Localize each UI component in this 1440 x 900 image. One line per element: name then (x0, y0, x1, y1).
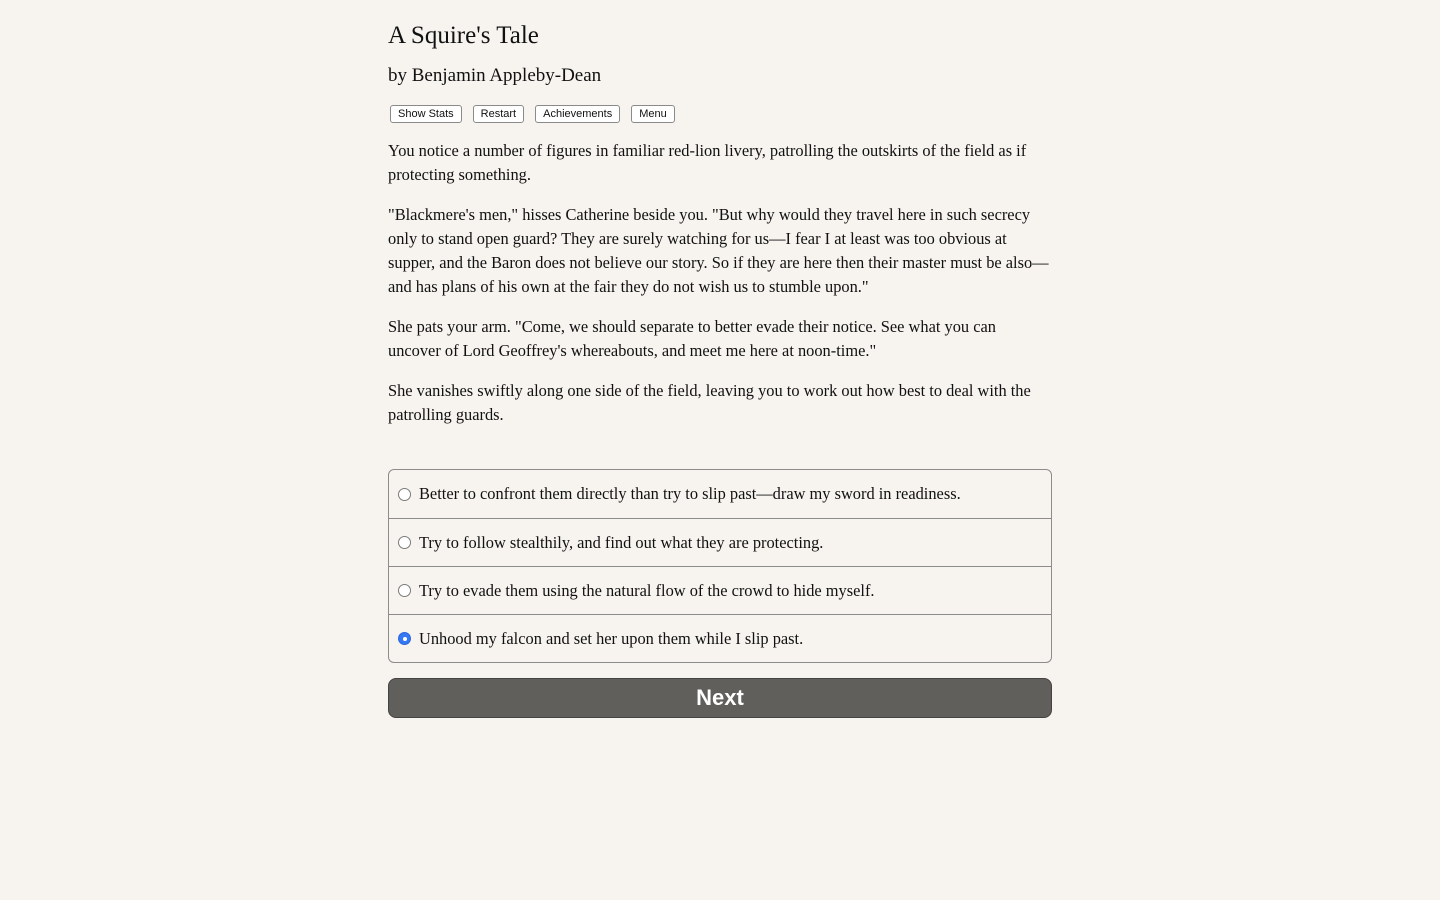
radio-button[interactable] (398, 632, 411, 645)
story-paragraph: You notice a number of figures in familiar red-lion livery, patrolling the outskirts of the field as if protecting something. (388, 141, 1027, 184)
author-byline: by Benjamin Appleby-Dean (388, 65, 602, 86)
toolbar (390, 105, 686, 123)
choice-label[interactable]: Unhood my falcon and set her upon them while I slip past. (419, 628, 804, 648)
story-paragraph: She pats your arm. "Come, we should separate to better evade their notice. See what you can uncover of Lord Geoffrey's whereabouts, and meet me here at noon-time." (388, 317, 996, 360)
menu-button[interactable]: Menu (631, 105, 675, 123)
story-text (388, 139, 1052, 443)
choice-label[interactable]: Try to evade them using the natural flow of the crowd to hide myself. (419, 580, 875, 600)
choice-label[interactable]: Try to follow stealthily, and find out what they are protecting. (419, 532, 824, 552)
achievements-button[interactable]: Achievements (535, 105, 620, 123)
game-title: A Squire's Tale (388, 22, 539, 49)
choice-label[interactable]: Better to confront them directly than try to slip past—draw my sword in readiness. (419, 484, 961, 503)
restart-button[interactable]: Restart (473, 105, 524, 123)
choice-option[interactable] (389, 470, 1051, 518)
story-paragraph: "Blackmere's men," hisses Catherine beside you. "But why would they travel here in such secrecy only to stand open guard? They are surely watching for us—I fear I at least was too obvious at supper, and the Baron does not believe our story. So if they are here then their master must be also—and has plans of his own at the fair they do not wish us to stumble upon." (388, 205, 1049, 296)
story-paragraph: She vanishes swiftly along one side of the field, leaving you to work out how best to deal with the patrolling guards. (388, 381, 1031, 424)
choice-option[interactable] (389, 518, 1051, 566)
choice-list (388, 469, 1052, 663)
next-button[interactable]: Next (388, 678, 1052, 718)
radio-button[interactable] (398, 536, 411, 549)
choice-option[interactable] (389, 566, 1051, 614)
show-stats-button[interactable]: Show Stats (390, 105, 462, 123)
radio-button[interactable] (398, 488, 411, 501)
choice-option[interactable] (389, 614, 1051, 662)
radio-button[interactable] (398, 584, 411, 597)
